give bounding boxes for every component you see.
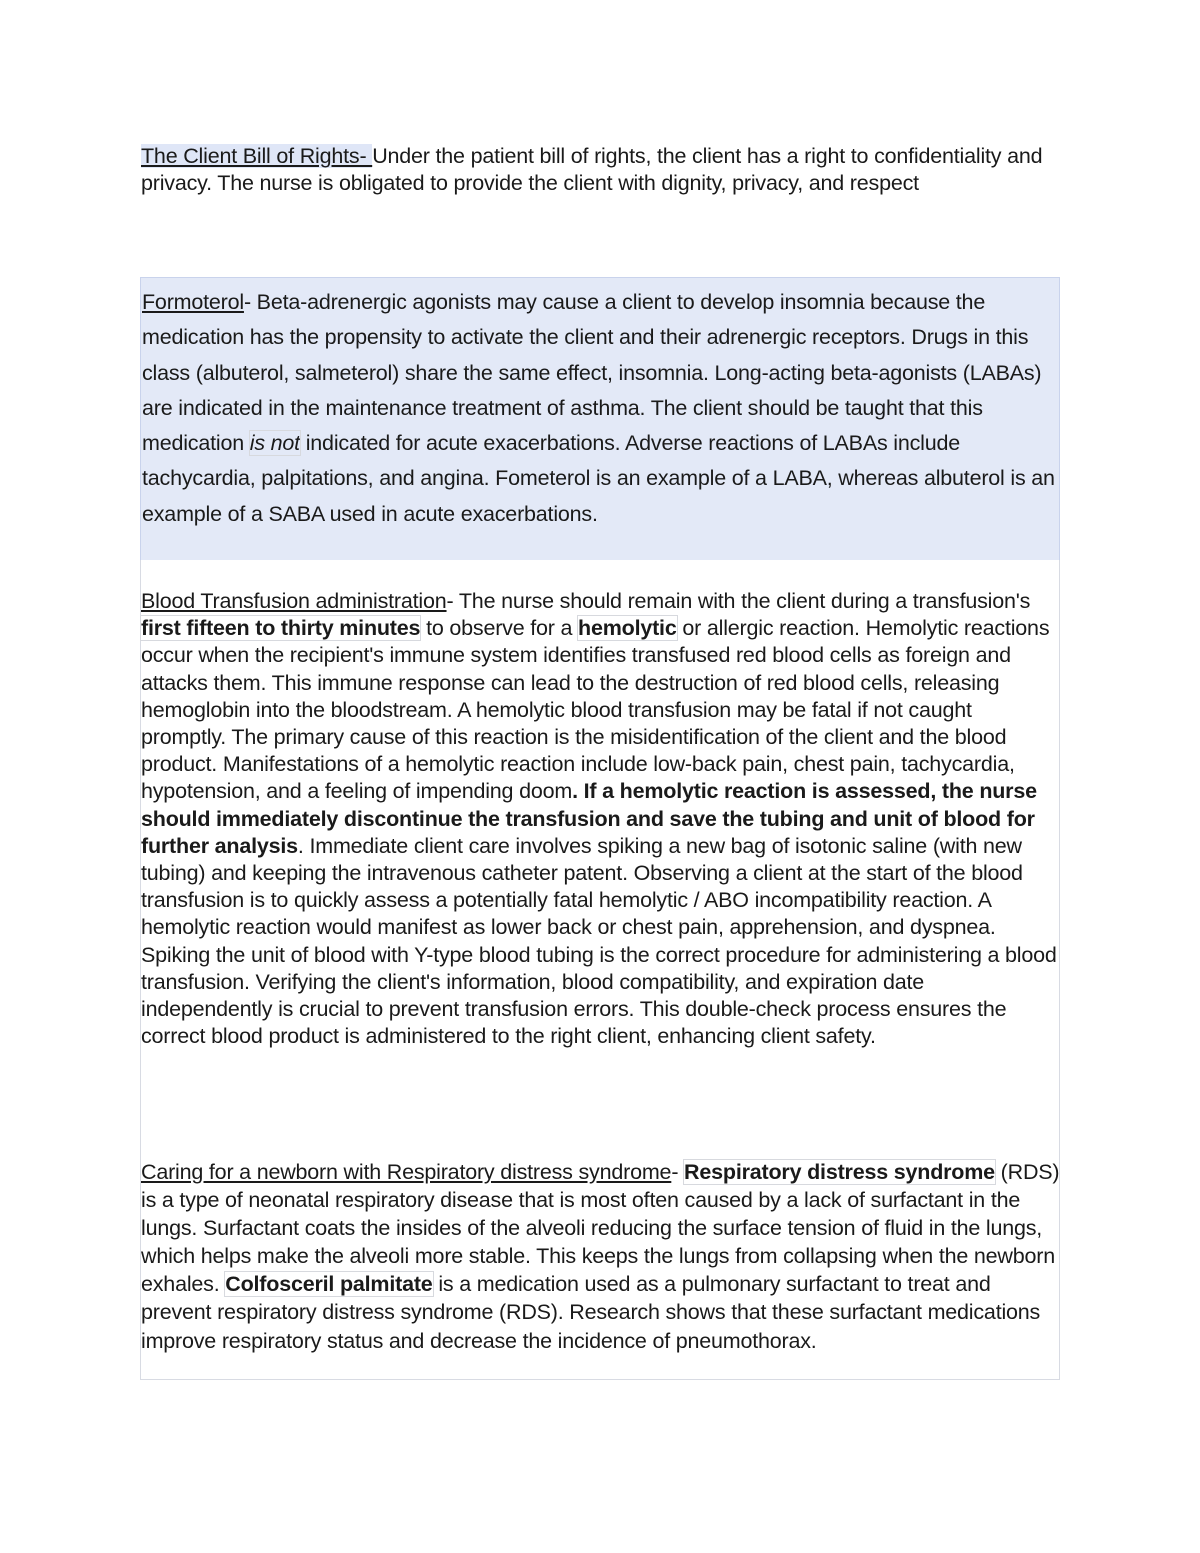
formoterol-body-b: indicated for acute exacerbations. Adverse reactions of LABAs include tachycardia, palpitations, and angina. Fometerol is an example of a LABA, whereas albuterol is an example of a SABA used in acute exacerbations. — [142, 431, 1055, 526]
formoterol-heading: Formoterol — [142, 290, 244, 314]
transfusion-bold-3: . If a hemolytic reaction is assessed, the nurse should immediately discontinue the transfusion and save the tubing and unit of blood for further analysis — [141, 779, 1037, 858]
formoterol-body-a: - Beta-adrenergic agonists may cause a client to develop insomnia because the medication has the propensity to activate the client and their adrenergic receptors. Drugs in this class (albuterol, salmeterol) share the same effect, insomnia. Long-acting beta-agonists (LABAs) are indicated in the maintenance treatment of asthma. The client should be taught that this medication — [142, 290, 1042, 456]
bill-of-rights-paragraph — [141, 143, 1061, 197]
formoterol-paragraph — [140, 277, 1060, 560]
transfusion-paragraph — [141, 588, 1061, 1050]
bill-of-rights-heading: The Client Bill of Rights- — [141, 144, 373, 168]
newborn-bold-2: Colfosceril palmitate — [225, 1272, 433, 1297]
newborn-bold-1: Respiratory distress syndrome — [684, 1160, 995, 1184]
transfusion-text-1: - The nurse should remain with the client during a transfusion's — [446, 589, 1031, 613]
transfusion-bold-2: hemolytic — [578, 616, 677, 641]
formoterol-emphasis: is not — [249, 431, 300, 456]
newborn-text-3: is a medication used as a pulmonary surfactant to treat and prevent respiratory distress syndrome (RDS). Research shows that these surfactant medications improve respiratory status and decrease the incidence of pneumothorax. — [141, 1272, 1041, 1353]
transfusion-heading: Blood Transfusion administration — [141, 589, 447, 613]
newborn-rds-paragraph — [141, 1158, 1061, 1355]
newborn-heading: Caring for a newborn with Respiratory distress syndrome — [141, 1160, 672, 1184]
bill-of-rights-body: Under the patient bill of rights, the client has a right to confidentiality and privacy. The nurse is obligated to provide the client with dignity, privacy, and respect — [141, 144, 1043, 195]
newborn-text-2: (RDS) is a type of neonatal respiratory disease that is most often caused by a lack of surfactant in the lungs. Surfactant coats the insides of the alveoli reducing the surface tension of fluid in the lungs, which helps make the alveoli more stable. This keeps the lungs from collapsing when the newborn exhales. — [141, 1160, 1060, 1297]
transfusion-text-4: . Immediate client care involves spiking a new bag of isotonic saline (with new tubing) and keeping the intravenous catheter patent. Observing a client at the start of the blood transfusion is to quickly assess a potentially fatal hemolytic / ABO incompatibility reaction. A hemolytic reaction would manifest as lower back or chest pain, apprehension, and dyspnea. Spiking the unit of blood with Y-type blood tubing is the correct procedure for administering a blood transfusion. Verifying the client's information, blood compatibility, and expiration date independently is crucial to prevent transfusion errors. This double-check process ensures the correct blood product is administered to the right client, enhancing client safety. — [141, 833, 1057, 1049]
transfusion-text-2: to observe for a — [420, 616, 579, 641]
newborn-text-1: - — [671, 1160, 685, 1184]
transfusion-bold-1: first fifteen to thirty minutes — [141, 616, 421, 641]
transfusion-text-3: or allergic reaction. Hemolytic reactions occur when the recipient's immune system identifies transfused red blood cells as foreign and attacks them. This immune response can lead to the destruction of red blood cells, releasing hemoglobin into the bloodstream. A hemolytic blood transfusion may be fatal if not caught promptly. The primary cause of this reaction is the misidentification of the client and the blood product. Manifestations of a hemolytic reaction include low-back pain, chest pain, tachycardia, hypotension, and a feeling of impending doom — [141, 616, 1050, 804]
